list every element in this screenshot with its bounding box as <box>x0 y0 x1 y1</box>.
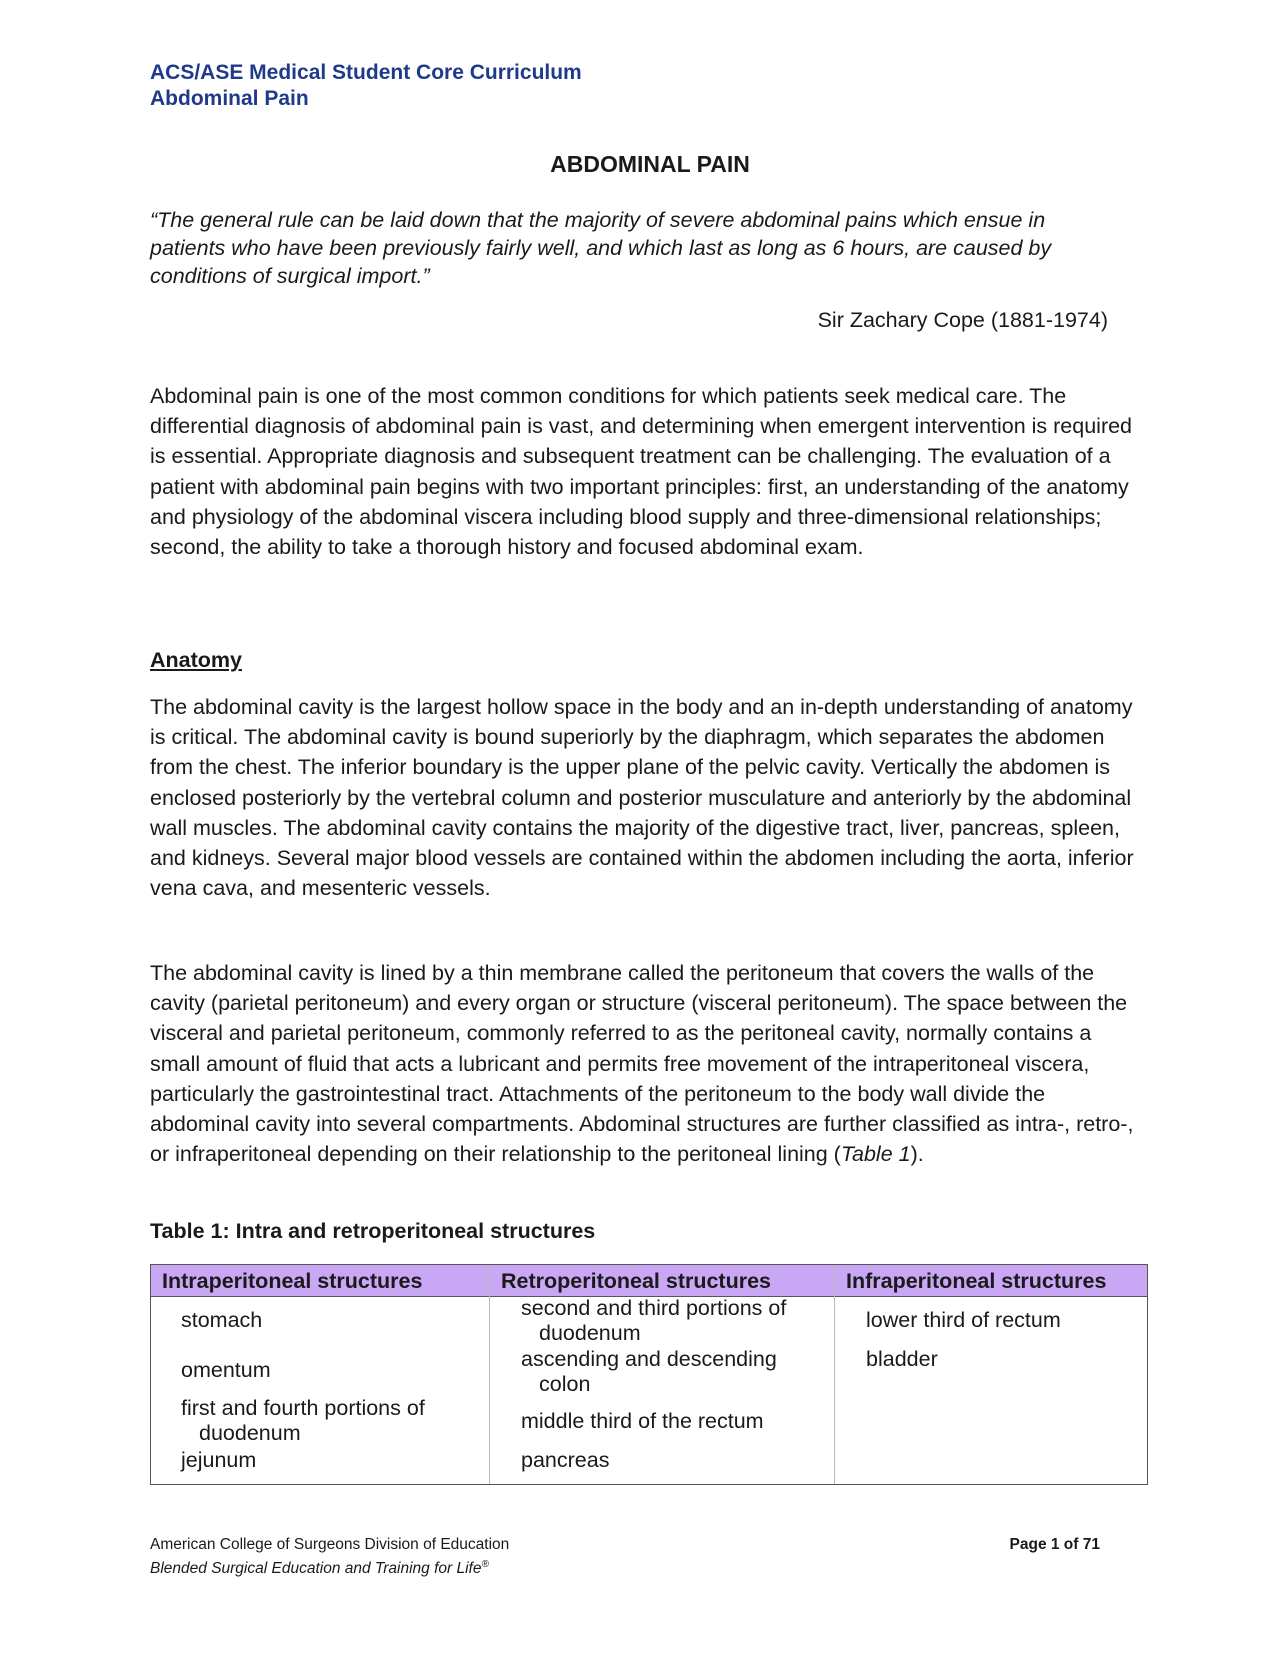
paragraph-text: The abdominal cavity is lined by a thin membrane called the peritoneum that covers the walls of the cavity (parietal peritoneum) and every organ or structure (visceral peritoneum). The space between the visceral and parietal peritoneum, commonly referred to as the peritoneal cavity, normally contains a small amount of fluid that acts a lubricant and permits free movement of the intraperitoneal viscera, particularly the gastrointestinal tract. Attachments of the peritoneum to the body wall divide the abdominal cavity into several compartments. Abdominal structures are further classified as intra-, retro-, or infraperitoneal depending on their relationship to the peritoneal lining ( <box>150 961 1134 1167</box>
page-title: ABDOMINAL PAIN <box>550 151 750 177</box>
column-divider <box>489 1265 490 1484</box>
cell-line: first and fourth portions of <box>181 1396 425 1420</box>
cell-line: duodenum <box>199 1421 301 1445</box>
header-topic: Abdominal Pain <box>150 87 309 110</box>
footer-organization: American College of Surgeons Division of Education <box>150 1536 510 1553</box>
table-header-row <box>151 1265 1147 1297</box>
table-caption: Table 1: Intra and retroperitoneal structures <box>150 1219 596 1243</box>
page-number: Page 1 of 71 <box>1009 1536 1100 1553</box>
table-cell <box>521 1347 777 1397</box>
column-divider <box>834 1265 835 1484</box>
quote-attribution: Sir Zachary Cope (1881-1974) <box>817 308 1108 332</box>
epigraph-quote: “The general rule can be laid down that the majority of severe abdominal pains which ensue in patients who have been previously fairly well, and which last as long as 6 hours, are caused by conditions of surgical import.” <box>150 208 1052 288</box>
table-cell: lower third of rectum <box>866 1308 1061 1332</box>
table-cell: omentum <box>181 1358 271 1382</box>
table-cell: stomach <box>181 1308 263 1332</box>
tagline-text: Blended Surgical Education and Training for Life <box>150 1560 482 1578</box>
table-cell <box>181 1396 425 1446</box>
registered-trademark: ® <box>481 1559 489 1570</box>
column-header-infraperitoneal: Infraperitoneal structures <box>846 1269 1107 1293</box>
anatomy-paragraph-2 <box>150 958 1140 1169</box>
cell-line: second and third portions of <box>521 1296 787 1320</box>
footer-tagline <box>150 1555 489 1579</box>
section-heading-anatomy: Anatomy <box>150 648 242 672</box>
paragraph-text-end: ). <box>910 1142 924 1167</box>
column-header-intraperitoneal: Intraperitoneal structures <box>162 1269 423 1293</box>
cell-line: duodenum <box>539 1321 641 1345</box>
intro-paragraph: Abdominal pain is one of the most common conditions for which patients seek medical care. The differential diagnosis of abdominal pain is vast, and determining when emergent intervention is required is essential. Appropriate diagnosis and subsequent treatment can be challenging. The evaluation of a patient with abdominal pain begins with two important principles: first, an understanding of the anatomy and physiology of the abdominal viscera including blood supply and three-dimensional relationships; second, the ability to take a thorough history and focused abdominal exam. <box>150 384 1133 560</box>
table-cell: middle third of the rectum <box>521 1409 764 1433</box>
anatomy-paragraph-1: The abdominal cavity is the largest hollow space in the body and an in-depth understanding of anatomy is critical. The abdominal cavity is bound superiorly by the diaphragm, which separates the abdomen from the chest. The inferior boundary is the upper plane of the pelvic cavity. Vertically the abdomen is enclosed posteriorly by the vertebral column and posterior musculature and anteriorly by the abdominal wall muscles. The abdominal cavity contains the majority of the digestive tract, liver, pancreas, spleen, and kidneys. Several major blood vessels are contained within the abdomen including the aorta, inferior vena cava, and mesenteric vessels. <box>150 695 1134 901</box>
table-cell <box>521 1296 786 1346</box>
document-page <box>150 0 1150 1656</box>
peritoneal-structures-table <box>150 1264 1148 1485</box>
cell-line: colon <box>539 1372 591 1396</box>
header-curriculum: ACS/ASE Medical Student Core Curriculum <box>150 61 582 84</box>
table-reference: Table 1 <box>840 1142 911 1167</box>
table-cell: pancreas <box>521 1448 610 1472</box>
table-cell: jejunum <box>181 1448 257 1472</box>
running-header <box>150 60 582 112</box>
cell-line: ascending and descending <box>521 1347 777 1371</box>
column-header-retroperitoneal: Retroperitoneal structures <box>501 1269 772 1293</box>
table-cell: bladder <box>866 1347 938 1371</box>
